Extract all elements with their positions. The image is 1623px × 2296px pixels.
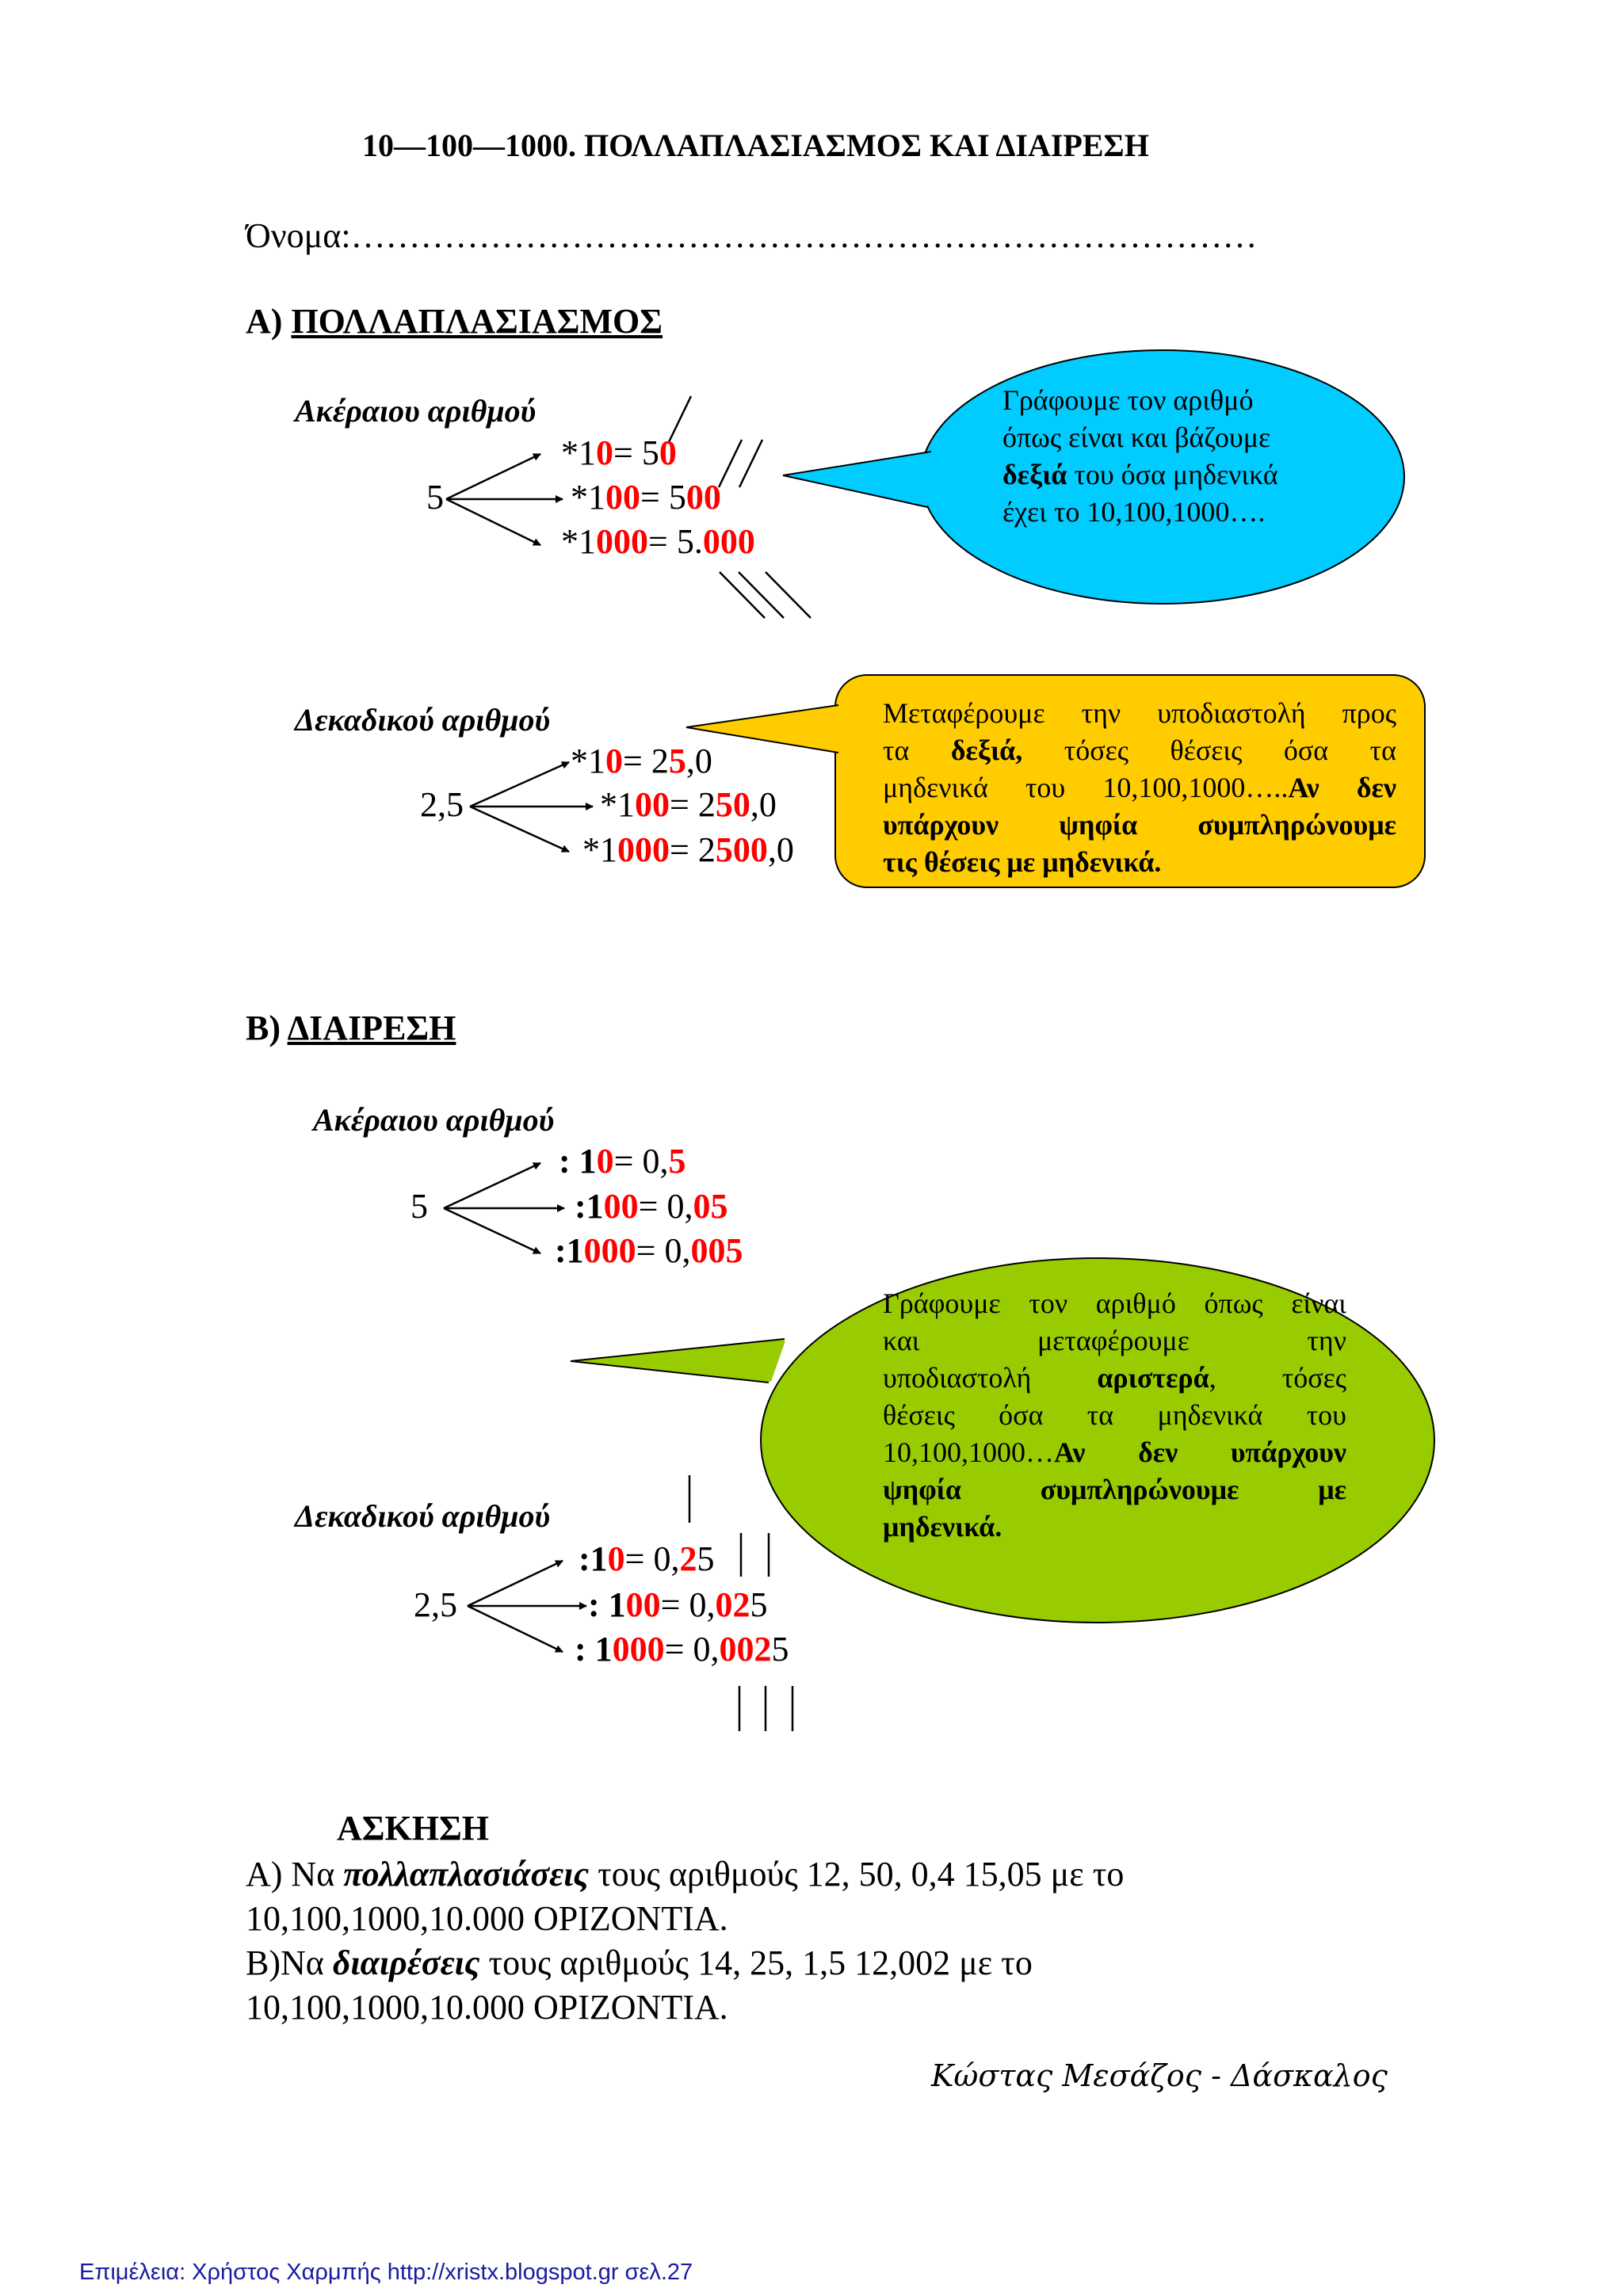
div-decimal-row [579, 1539, 714, 1579]
page-title: 10—100—1000. ΠΟΛΛΑΠΛΑΣΙΑΣΜΟΣ ΚΑΙ ΔΙΑΙΡΕΣΗ [362, 128, 1149, 163]
section-b-title: ΔΙΑΙΡΕΣΗ [287, 1009, 456, 1047]
div-decimal-base: 2,5 [414, 1585, 457, 1624]
result-highlight: 05 [693, 1187, 728, 1226]
bubble-text: 10,100,1000… [883, 1436, 1054, 1468]
arrows-div-decimal [468, 1561, 586, 1652]
section-b-heading [246, 1008, 456, 1048]
bubble-line [1002, 382, 1331, 419]
exercise-heading: ΑΣΚΗΣΗ [337, 1809, 489, 1848]
bubble-text: Μεταφέρουμε την υποδιαστολή προς [883, 697, 1396, 729]
div-integer-label: Ακέραιου αριθμού [313, 1102, 555, 1138]
exercise-line-3-prefix: Β)Να [246, 1943, 333, 1982]
bubble-bold-text: δεξιά, [950, 734, 1023, 766]
bubble-line [883, 807, 1396, 844]
result-highlight: 2 [679, 1539, 697, 1578]
bubble-bold-text: Αν δεν υπάρχουν [1054, 1436, 1346, 1468]
bubble-line [883, 769, 1396, 807]
exercise-line-1 [246, 1854, 1124, 1894]
bubble-text: και μεταφέρουμε την [883, 1325, 1346, 1356]
operator-zeros: 00 [635, 785, 670, 824]
mult-integer-base: 5 [426, 478, 444, 517]
div-decimal-row [588, 1585, 767, 1625]
mult-integer-row [561, 433, 677, 473]
section-b-prefix: Β) [246, 1009, 288, 1047]
section-a-prefix: Α) [246, 302, 292, 341]
operator-zeros: 00 [625, 1585, 661, 1624]
arrows-mult-integer [446, 454, 563, 545]
exercise-line-2: 10,100,1000,10.000 ΟΡΙΖΟΝΤΙΑ. [246, 1899, 728, 1938]
mult-integer-row [571, 477, 721, 517]
result-highlight: 5 [668, 1142, 686, 1180]
bubble-text: , τόσες [1209, 1362, 1346, 1394]
bubble-text: Γράφουμε τον αριθμό όπως είναι [883, 1287, 1346, 1319]
operator-zeros: 0 [607, 1539, 625, 1578]
bubble-line [883, 1434, 1346, 1471]
bubble-bold-text: Αν δεν [1288, 772, 1396, 803]
result-highlight: 00 [685, 478, 721, 517]
operator-zeros: 000 [617, 830, 670, 869]
mult-integer-label: Ακέραιου αριθμού [295, 393, 537, 429]
operator-zeros: 000 [596, 522, 648, 561]
operator-zeros: 00 [605, 478, 640, 517]
bubble-text: Γράφουμε τον αριθμό [1002, 384, 1254, 416]
exercise-line-3 [246, 1943, 1033, 1983]
bubble-line [1002, 494, 1331, 531]
operator-zeros: 00 [603, 1187, 639, 1226]
bubble-text: όπως είναι και βάζουμε [1002, 421, 1271, 453]
bubble-line [883, 1360, 1346, 1397]
page-footer: Επιμέλεια: Χρήστος Χαρμπής http://xristx.blogspot.gr σελ.27 [79, 2260, 693, 2285]
equals-part: = 2 [623, 742, 669, 780]
bubble-text: τα [883, 734, 951, 766]
mult-decimal-row [571, 741, 712, 781]
result-tail: 5 [771, 1630, 789, 1669]
div-integer-row [559, 1141, 685, 1181]
section-a-heading [246, 301, 663, 341]
bubble-line [883, 732, 1396, 769]
operator-zeros: 000 [612, 1630, 665, 1669]
exercise-line-1-prefix: Α) Να [246, 1855, 344, 1894]
bubble-bold-text: αριστερά [1097, 1362, 1209, 1394]
operator: *1 [582, 830, 617, 869]
bubble-line [883, 1322, 1346, 1360]
equals-part: = 0, [664, 1630, 720, 1669]
operator: *1 [571, 478, 605, 517]
result-tail: 5 [750, 1585, 768, 1624]
operator: : 1 [559, 1142, 597, 1180]
mult-decimal-base: 2,5 [420, 785, 464, 824]
bubble-line [883, 695, 1396, 732]
div-integer-base: 5 [411, 1187, 428, 1226]
mult-decimal-row [582, 830, 794, 870]
mult-integer-row [561, 521, 755, 562]
result-tail: 5 [697, 1539, 715, 1578]
div-integer-row [555, 1230, 743, 1271]
bubble-text: του όσα μηδενικά [1067, 459, 1278, 490]
author-signature: Κώστας Μεσάζος - Δάσκαλος [931, 2058, 1388, 2093]
div-integer-row [575, 1186, 727, 1226]
bubble-bold-text: υπάρχουν ψηφία συμπληρώνουμε [883, 809, 1396, 841]
equals-part: = 0, [636, 1231, 691, 1270]
div-decimal-label: Δεκαδικού αριθμού [295, 1498, 551, 1534]
result-highlight: 50 [715, 785, 750, 824]
bubble-line [1002, 419, 1331, 456]
div-decimal-row [575, 1629, 789, 1669]
result-highlight: 0 [659, 433, 677, 472]
operator: *1 [571, 742, 605, 780]
result-highlight: 000 [702, 522, 755, 561]
equals-part: = 0, [624, 1539, 680, 1578]
operator: :1 [555, 1231, 584, 1270]
exercise-line-1-rest: τους αριθμούς 12, 50, 0,4 15,05 με το [589, 1855, 1125, 1894]
operator: :1 [579, 1539, 608, 1578]
equals-part: = 5 [640, 478, 686, 517]
bubble-text: έχει το 10,100,1000…. [1002, 496, 1266, 528]
operator: :1 [575, 1187, 604, 1226]
operator: : 1 [588, 1585, 626, 1624]
bubble-bold-text: δεξιά [1002, 459, 1067, 490]
operator: *1 [561, 522, 596, 561]
result-highlight: 005 [690, 1231, 743, 1270]
result-highlight: 5 [668, 742, 686, 780]
equals-part: = 0, [660, 1585, 716, 1624]
equals-part: = 5 [613, 433, 659, 472]
bubble-line [883, 1471, 1346, 1508]
arrows-div-integer [444, 1163, 564, 1253]
operator-zeros: 0 [605, 742, 623, 780]
mult-decimal-label: Δεκαδικού αριθμού [295, 702, 551, 738]
bubble-bold-text: ψηφία συμπληρώνουμε με [883, 1474, 1346, 1505]
result-highlight: 002 [719, 1630, 772, 1669]
name-line: Όνομα:…………………………………………………………………… [246, 216, 1258, 255]
operator-zeros: 000 [583, 1231, 636, 1270]
cyan-bubble-text [1002, 382, 1331, 531]
exercise-line-3-rest: τους αριθμούς 14, 25, 1,5 12,002 με το [479, 1943, 1033, 1982]
bubble-text: τόσες θέσεις όσα τα [1022, 734, 1397, 766]
bubble-line [883, 844, 1396, 881]
bubble-line [883, 1285, 1346, 1322]
exercise-line-1-verb: πολλαπλασιάσεις [343, 1855, 590, 1894]
equals-part: = 2 [670, 785, 716, 824]
green-bubble-text [883, 1285, 1346, 1546]
operator: : 1 [575, 1630, 613, 1669]
result-highlight: 02 [715, 1585, 750, 1624]
exercise-line-4: 10,100,1000,10.000 ΟΡΙΖΟΝΤΙΑ. [246, 1988, 728, 2027]
bubble-line [1002, 456, 1331, 494]
bubble-text: μηδενικά του 10,100,1000….. [883, 772, 1289, 803]
bubble-line [883, 1508, 1346, 1546]
operator-zeros: 0 [596, 433, 613, 472]
equals-part: = 0, [638, 1187, 693, 1226]
mult-decimal-row [600, 784, 777, 825]
bubble-bold-text: μηδενικά. [883, 1511, 1002, 1543]
operator: *1 [600, 785, 635, 824]
equals-part: = 0, [613, 1142, 669, 1180]
section-a-title: ΠΟΛΛΑΠΛΑΣΙΑΣΜΟΣ [291, 302, 663, 341]
bubble-text: θέσεις όσα τα μηδενικά του [883, 1399, 1346, 1431]
bubble-text: υποδιαστολή [883, 1362, 1098, 1394]
result-tail: ,0 [767, 830, 794, 869]
operator: *1 [561, 433, 596, 472]
bubble-line [883, 1397, 1346, 1434]
exercise-line-3-verb: διαιρέσεις [332, 1943, 480, 1982]
result-tail: ,0 [685, 742, 712, 780]
yellow-bubble-text [883, 695, 1396, 881]
equals-part: = 2 [670, 830, 716, 869]
result-highlight: 500 [715, 830, 768, 869]
bubble-bold-text: τις θέσεις με μηδενικά. [883, 846, 1162, 878]
equals-part: = 5. [648, 522, 703, 561]
result-tail: ,0 [750, 785, 777, 824]
operator-zeros: 0 [596, 1142, 614, 1180]
